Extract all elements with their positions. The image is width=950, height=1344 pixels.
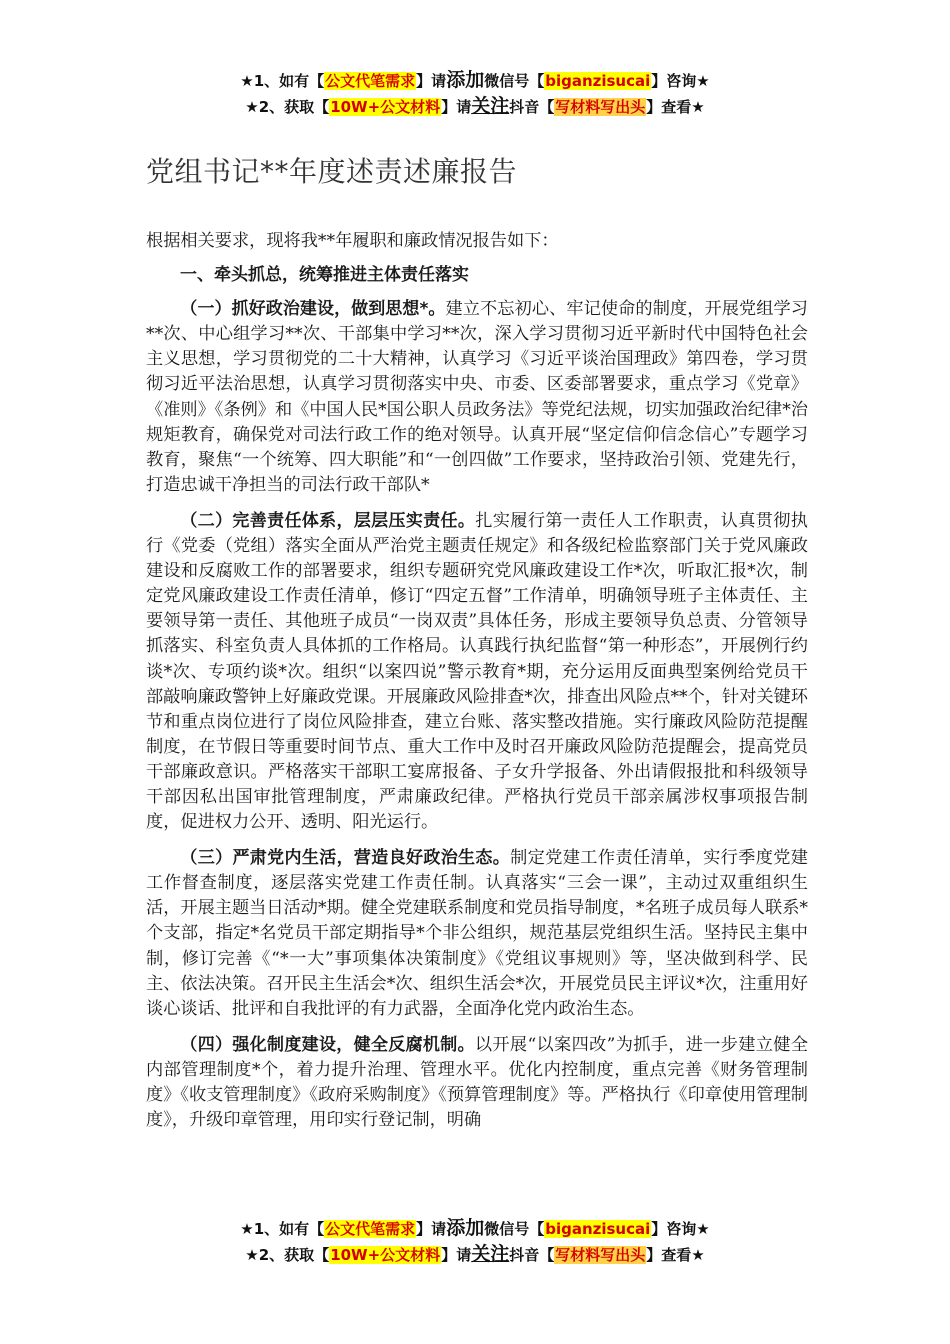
promo-text: 】请: [416, 72, 447, 90]
body-paragraph: [146, 846, 808, 1022]
promo-wechat-id: biganzisucai: [545, 72, 651, 90]
promo-text: 微信号【: [484, 1220, 545, 1238]
promo-line-1: [0, 68, 950, 94]
promo-emphasis: 关注: [471, 1243, 510, 1265]
promo-text: 】请: [441, 98, 472, 116]
promo-text: 】请: [416, 1220, 447, 1238]
promo-wechat-id: biganzisucai: [545, 1220, 651, 1238]
promo-highlight: 公文代笔需求: [325, 72, 416, 90]
promo-text: ★1、如有【: [240, 1220, 325, 1238]
paragraph-text: 建立不忘初心、牢记使命的制度，开展党组学习**次、中心组学习**次、干部集中学习**次，深入学习贯彻习近平新时代中国特色社会主义思想，学习贯彻党的二十大精神，认真学习《习近平谈治国理政》第四卷，学习贯彻习近平法治思想，认真学习贯彻落实中央、市委、区委部署要求，重点学习《党章》《准则》《条例》和《中国人民*国公职人员政务法》等党纪法规，切实加强政治纪律*治规矩教育，确保党对司法行政工作的绝对领导。认真开展“坚定信仰信念信心”专题学习教育，聚焦“一个统筹、四大职能”和“一创四做”工作要求，坚持政治引领、党建先行，打造忠诚干净担当的司法行政干部队*: [146, 299, 808, 495]
promo-text: 微信号【: [484, 72, 545, 90]
promo-line-2: [0, 1242, 950, 1268]
paragraph-lead: （一）抓好政治建设，做到思想*。: [180, 299, 446, 320]
promo-text: 】查看★: [646, 1246, 705, 1264]
promo-highlight: 公文代笔需求: [325, 1220, 416, 1238]
section-heading: 一、牵头抓总，统筹推进主体责任落实: [180, 265, 469, 286]
promo-highlight: 10W+公文材料: [330, 98, 441, 116]
promo-highlight: 10W+公文材料: [330, 1246, 441, 1264]
paragraph-text: 制定党建工作责任清单，实行季度党建工作督查制度，逐层落实党建工作责任制。认真落实“三会一课”，主动过双重组织生活，开展主题当日活动*期。健全党建联系制度和党员指导制度，*名班子成员每人联系*个支部，指定*名党员干部定期指导*个非公组织，规范基层党组织生活。坚持民主集中制，修订完善《“*一大”事项集体决策制度》《党组议事规则》等，坚决做到科学、民主、依法决策。召开民主生活会*次、组织生活会*次，开展党员民主评议*次，注重用好谈心谈话、批评和自我批评的有力武器，全面净化党内政治生态。: [146, 848, 808, 1019]
intro-paragraph: 根据相关要求，现将我**年履职和廉政情况报告如下：: [146, 231, 559, 251]
top-promo-banner: [0, 68, 950, 120]
promo-line-1: [0, 1216, 950, 1242]
body-paragraph: [146, 1033, 808, 1133]
document-title: 党组书记**年度述责述廉报告: [146, 155, 518, 188]
document-body: [146, 229, 808, 1144]
promo-text: 抖音【: [509, 98, 555, 116]
promo-emphasis: 关注: [471, 95, 510, 117]
bottom-promo-banner: [0, 1216, 950, 1268]
paragraph-lead: （四）强化制度建设，健全反腐机制。: [180, 1034, 475, 1055]
promo-emphasis: 添加: [446, 1217, 485, 1239]
promo-text: ★1、如有【: [240, 72, 325, 90]
promo-douyin-name: 写材料写出头: [555, 1246, 646, 1264]
promo-text: 】咨询★: [651, 1220, 710, 1238]
promo-text: ★2、获取【: [245, 1246, 330, 1264]
promo-text: 】查看★: [646, 98, 705, 116]
promo-text: 】请: [441, 1246, 472, 1264]
paragraph-lead: （二）完善责任体系，层层压实责任。: [180, 510, 476, 531]
paragraph-text: 以开展“以案四改”为抓手，进一步建立健全内部管理制度*个，着力提升治理、管理水平。优化内控制度，重点完善《财务管理制度》《收支管理制度》《政府采购制度》《预算管理制度》等。严格执行《印章使用管理制度》，升级印章管理，用印实行登记制，明确: [146, 1034, 809, 1131]
promo-emphasis: 添加: [446, 69, 485, 91]
paragraph-text: 扎实履行第一责任人工作职责，认真贯彻执行《党委（党组）落实全面从严治党主题责任规定》和各级纪检监察部门关于党风廉政建设和反腐败工作的部署要求，组织专题研究党风廉政建设工作*次，听取汇报*次，制定党风廉政建设工作责任清单，修订“四定五督”工作清单，明确领导班子主体责任、主要领导第一责任、其他班子成员“一岗双责”具体任务，形成主要领导负总责、分管领导抓落实、科室负责人具体抓的工作格局。认真践行执纪监督“第一种形态”，开展例行约谈*次、专项约谈*次。组织“以案四说”警示教育*期，充分运用反面典型案例给党员干部敲响廉政警钟上好廉政党课。开展廉政风险排查*次，排查出风险点**个，针对关键环节和重点岗位进行了岗位风险排查，建立台账、落实整改措施。实行廉政风险防范提醒制度，在节假日等重要时间节点、重大工作中及时召开廉政风险防范提醒会，提高党员干部廉政意识。严格落实干部职工宴席报备、子女升学报备、外出请假报批和科级领导干部因私出国审批管理制度，严肃廉政纪律。严格执行党员干部亲属涉权事项报告制度，促进权力公开、透明、阳光运行。: [146, 510, 808, 833]
paragraph-lead: （三）严肃党内生活，营造良好政治生态。: [180, 848, 511, 869]
promo-text: 】咨询★: [651, 72, 710, 90]
promo-text: 抖音【: [509, 1246, 555, 1264]
body-paragraph: [146, 509, 808, 835]
promo-line-2: [0, 94, 950, 120]
body-paragraph: [146, 297, 808, 498]
promo-douyin-name: 写材料写出头: [555, 98, 646, 116]
promo-text: ★2、获取【: [245, 98, 330, 116]
